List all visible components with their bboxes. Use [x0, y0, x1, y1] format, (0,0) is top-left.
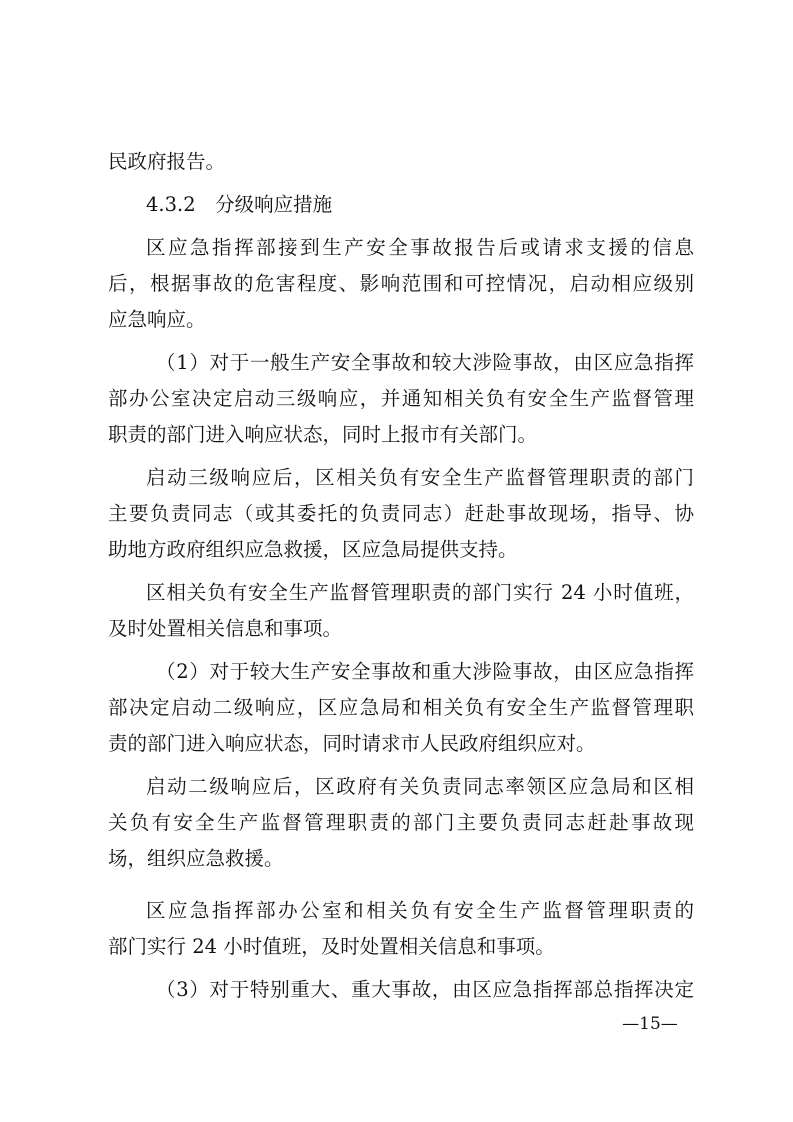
- paragraph-line: 部决定启动二级响应，区应急局和相关负有安全生产监督管理职: [108, 696, 694, 719]
- paragraph-line: 启动二级响应后，区政府有关负责同志率领区应急局和区相: [146, 775, 694, 798]
- paragraph-line: 助地方政府组织应急救援，区应急局提供支持。: [108, 538, 518, 561]
- page-number: —15—: [622, 1014, 678, 1034]
- paragraph-line: 关负有安全生产监督管理职责的部门主要负责同志赶赴事故现: [108, 811, 694, 834]
- paragraph-line: （2）对于较大生产安全事故和重大涉险事故，由区应急指挥: [156, 660, 694, 683]
- paragraph-line: 主要负责同志（或其委托的负责同志）赶赴事故现场，指导、协: [108, 502, 694, 525]
- paragraph-line: 区应急指挥部接到生产安全事故报告后或请求支援的信息: [146, 236, 694, 259]
- paragraph-line: 部办公室决定启动三级响应，并通知相关负有安全生产监督管理: [108, 387, 694, 410]
- paragraph-line: 后，根据事故的危害程度、影响范围和可控情况，启动相应级别: [108, 272, 694, 295]
- paragraph-line: 民政府报告。: [108, 150, 226, 173]
- paragraph-line: 职责的部门进入响应状态，同时上报市有关部门。: [108, 423, 538, 446]
- paragraph-line: 部门实行 24 小时值班，及时处置相关信息和事项。: [108, 935, 555, 958]
- paragraph-line: 区相关负有安全生产监督管理职责的部门实行 24 小时值班，: [146, 581, 694, 604]
- paragraph-line: 应急响应。: [108, 308, 206, 331]
- paragraph-line: 区应急指挥部办公室和相关负有安全生产监督管理职责的: [146, 899, 694, 922]
- paragraph-line: 场，组织应急救援。: [108, 847, 284, 870]
- paragraph-line: （1）对于一般生产安全事故和较大涉险事故，由区应急指挥: [156, 351, 694, 374]
- paragraph-line: 及时处置相关信息和事项。: [108, 617, 343, 640]
- paragraph-line: 责的部门进入响应状态，同时请求市人民政府组织应对。: [108, 732, 596, 755]
- paragraph-line: （3）对于特别重大、重大事故，由区应急指挥部总指挥决定: [156, 978, 694, 1001]
- section-heading: 4.3.2 分级响应措施: [146, 193, 333, 216]
- paragraph-line: 启动三级响应后，区相关负有安全生产监督管理职责的部门: [146, 466, 694, 489]
